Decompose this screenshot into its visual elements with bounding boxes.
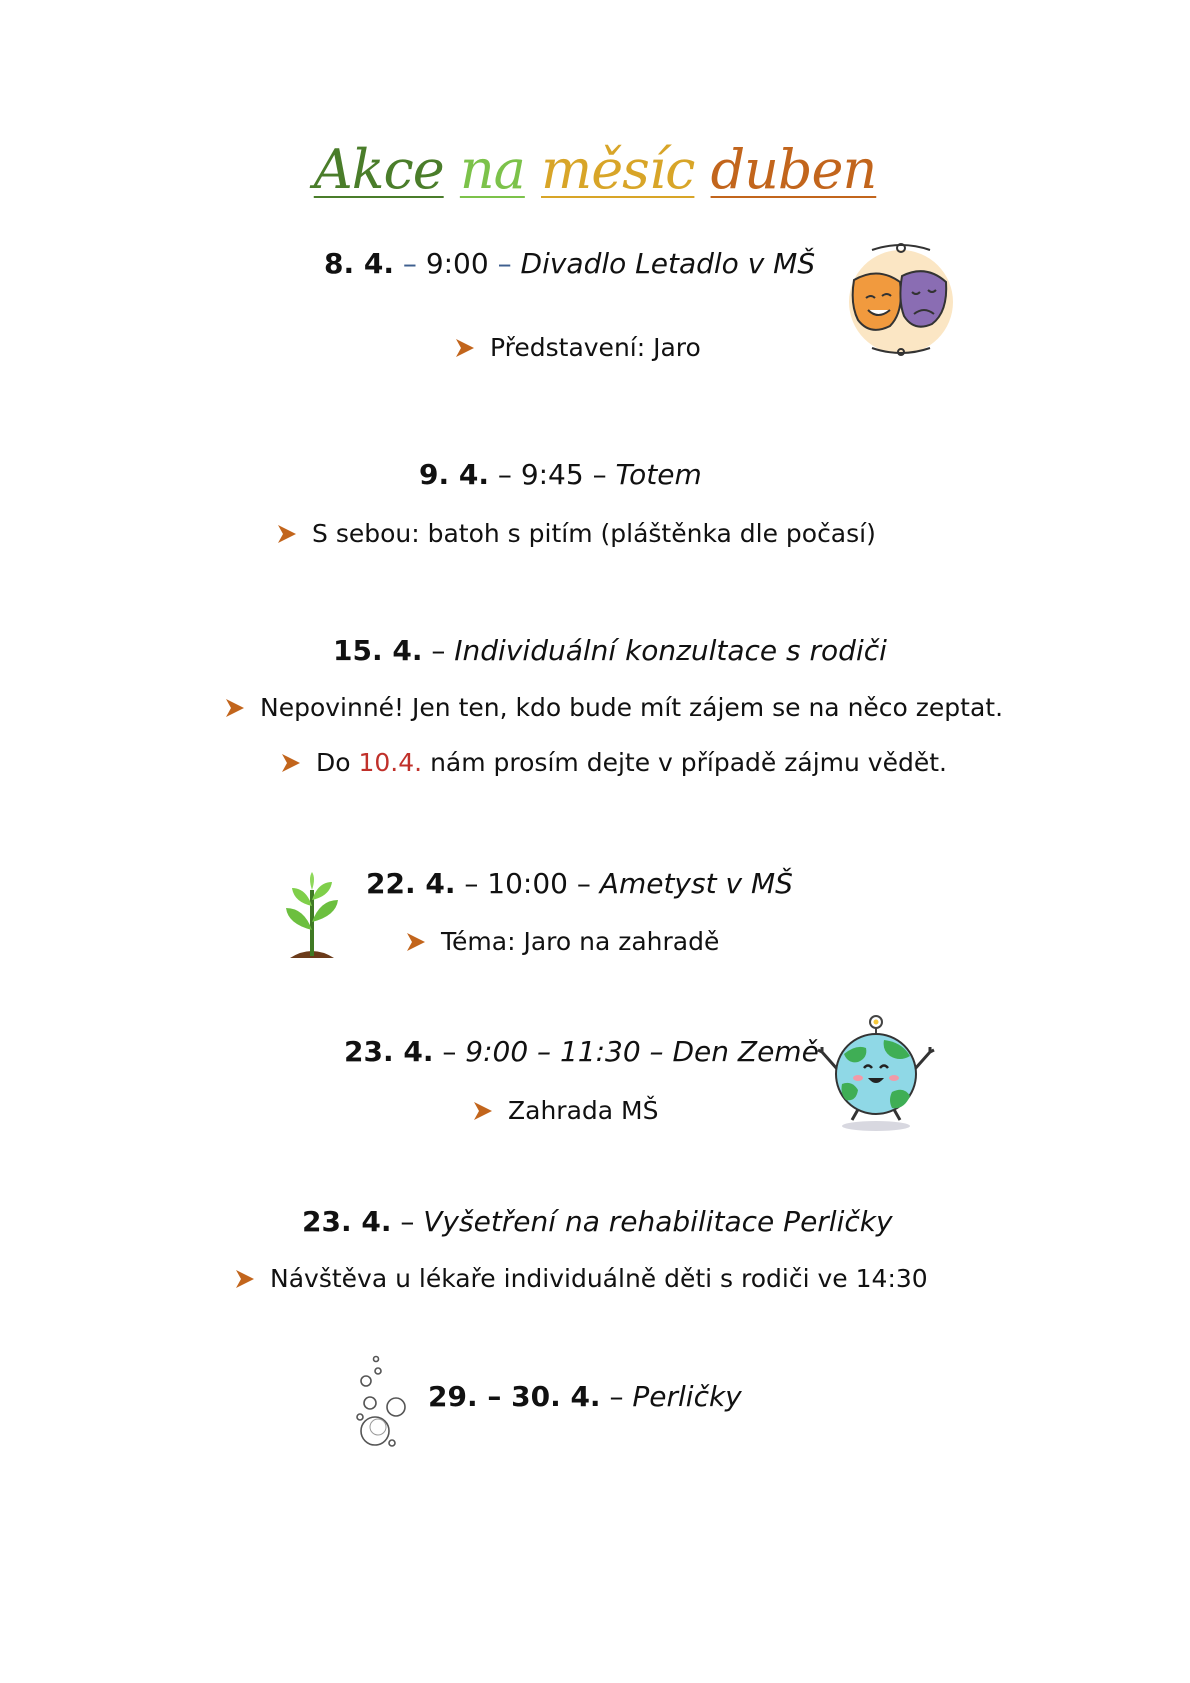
theater-masks-icon [842, 240, 960, 358]
happy-earth-icon [814, 1014, 938, 1134]
arrow-bullet-icon [472, 1100, 494, 1122]
arrow-bullet-icon [454, 337, 476, 359]
event-date: 23. 4. [302, 1205, 392, 1238]
bubbles-icon [352, 1355, 412, 1451]
event-time: 10:00 [487, 867, 568, 900]
separator: – [576, 867, 591, 900]
bullet-text: S sebou: batoh s pitím (pláštěnka dle počasí) [312, 519, 876, 548]
event-heading [419, 458, 702, 491]
event-name: Vyšetření na rehabilitace Perličky [423, 1205, 893, 1238]
event-name: Totem [615, 458, 702, 491]
separator: – [609, 1380, 624, 1413]
title-word-na: na [459, 138, 525, 201]
arrow-bullet-icon [234, 1268, 256, 1290]
list-item [472, 1096, 658, 1125]
bullet-text: Návštěva u lékaře individuálně děti s rodiči ve 14:30 [270, 1264, 928, 1293]
event-date: 15. 4. [333, 634, 423, 667]
title-word-mesic: měsíc [541, 138, 695, 201]
event-heading [428, 1380, 742, 1413]
list-item [280, 748, 947, 777]
event-date: 23. 4. [344, 1035, 434, 1068]
separator: – [402, 247, 417, 280]
seedling-icon [282, 870, 342, 962]
bullet-text: Zahrada MŠ [508, 1096, 659, 1125]
event-name: Ametyst v MŠ [599, 867, 793, 900]
list-item [405, 927, 719, 956]
separator: – [442, 1035, 457, 1068]
list-item [454, 333, 701, 362]
list-item [276, 519, 876, 548]
event-heading [324, 247, 815, 280]
bullet-text: nám prosím dejte v případě zájmu vědět. [430, 748, 947, 777]
arrow-bullet-icon [280, 752, 302, 774]
event-date: 22. 4. [366, 867, 456, 900]
event-name: 9:00 – 11:30 – Den Země [465, 1035, 819, 1068]
separator: – [400, 1205, 415, 1238]
event-time: 9:45 [520, 458, 584, 491]
event-date: 8. 4. [324, 247, 394, 280]
separator: – [592, 458, 607, 491]
page-title [0, 138, 1190, 201]
event-date: 9. 4. [419, 458, 489, 491]
separator: – [497, 247, 512, 280]
event-date: 29. – 30. 4. [428, 1380, 601, 1413]
separator: – [431, 634, 446, 667]
highlight-date: 10.4. [358, 748, 423, 777]
event-heading [344, 1035, 819, 1068]
separator: – [464, 867, 479, 900]
event-heading [366, 867, 793, 900]
bullet-text: Představení: Jaro [490, 333, 701, 362]
arrow-bullet-icon [224, 697, 246, 719]
event-name: Divadlo Letadlo v MŠ [520, 247, 816, 280]
separator: – [497, 458, 512, 491]
title-word-duben: duben [710, 138, 877, 201]
bullet-text: Do [316, 748, 351, 777]
arrow-bullet-icon [276, 523, 298, 545]
event-heading [333, 634, 887, 667]
event-name: Perličky [632, 1380, 742, 1413]
event-heading [302, 1205, 893, 1238]
list-item [224, 693, 1003, 722]
title-word-akce: Akce [313, 138, 444, 201]
arrow-bullet-icon [405, 931, 427, 953]
event-name: Individuální konzultace s rodiči [454, 634, 887, 667]
bullet-text: Téma: Jaro na zahradě [441, 927, 720, 956]
bullet-text: Nepovinné! Jen ten, kdo bude mít zájem se na něco zeptat. [260, 693, 1004, 722]
list-item [234, 1264, 928, 1293]
event-time: 9:00 [425, 247, 489, 280]
